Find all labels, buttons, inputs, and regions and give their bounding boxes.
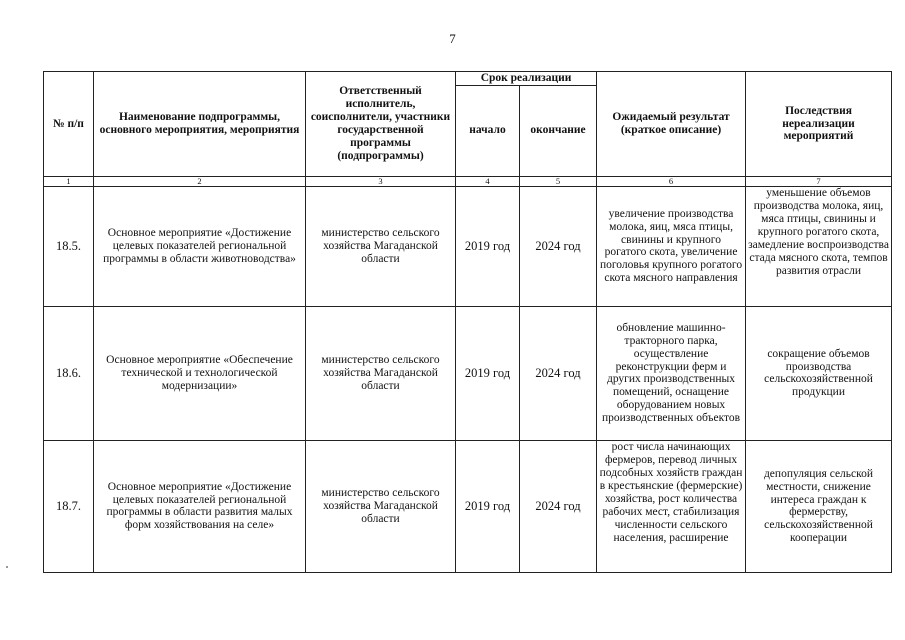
header-col-result: Ожидаемый результат (краткое описание) <box>597 72 746 177</box>
executor-text: министерство сельского хозяйства Магаданской области <box>321 487 440 525</box>
column-number: 1 <box>44 176 94 186</box>
start-year: 2019 год <box>456 186 520 306</box>
activity-name <box>94 306 306 440</box>
header-col-executor: Ответственный исполнитель, соисполнители, участники государственной программы (подпрограммы) <box>306 72 456 177</box>
start-year: 2019 год <box>456 440 520 572</box>
expected-result-text: обновление машинно-тракторного парка, осуществление реконструкции ферм и других производственных помещений, оснащение оборудованием новых производственных объектов <box>601 321 741 424</box>
table-row <box>44 186 892 306</box>
column-number: 7 <box>746 176 892 186</box>
expected-result <box>597 440 746 572</box>
column-number-row <box>44 176 892 186</box>
column-number: 4 <box>456 176 520 186</box>
column-number: 2 <box>94 176 306 186</box>
consequences-text: сокращение объемов производства сельскохозяйственной продукции <box>764 347 873 399</box>
consequences <box>746 306 892 440</box>
expected-result-text: увеличение производства молока, яиц, мяса птицы, свинины и крупного рогатого скота, увеличение поголовья крупного рогатого скота мясного направления <box>599 207 743 285</box>
activity-name <box>94 440 306 572</box>
row-number: 18.7. <box>44 440 94 572</box>
header-col-consequences: Последствия нереализации мероприятий <box>746 72 892 177</box>
header-col-start: начало <box>456 85 520 176</box>
activity-name-text: Основное мероприятие «Обеспечение технической и технологической модернизации» <box>106 354 293 392</box>
column-number: 5 <box>520 176 597 186</box>
consequences <box>746 440 892 572</box>
row-number: 18.5. <box>44 186 94 306</box>
column-number: 3 <box>306 176 456 186</box>
end-year: 2024 год <box>520 440 597 572</box>
header-col-name: Наименование подпрограммы, основного мероприятия, мероприятия <box>94 72 306 177</box>
expected-result-text: рост числа начинающих фермеров, перевод личных подсобных хозяйств граждан в крестьянские (фермерские) хозяйства, рост количества рабочих мест, стабилизация численности сельского населения, расширение <box>599 441 743 544</box>
end-year: 2024 год <box>520 186 597 306</box>
start-year: 2019 год <box>456 306 520 440</box>
header-row-1 <box>44 72 892 86</box>
end-year: 2024 год <box>520 306 597 440</box>
header-col-end: окончание <box>520 85 597 176</box>
header-col-term: Срок реализации <box>456 72 597 86</box>
table-row <box>44 440 892 572</box>
executor <box>306 440 456 572</box>
executor-text: министерство сельского хозяйства Магаданской области <box>321 354 440 392</box>
scan-speck <box>6 566 8 568</box>
consequences-text: уменьшение объемов производства молока, яиц, мяса птицы, свинины и крупного рогатого скота, замедление воспроизводства стада мясного скота, темпов развития отрасли <box>748 187 889 277</box>
expected-result <box>597 306 746 440</box>
header-col-num: № п/п <box>44 72 94 177</box>
activity-name <box>94 186 306 306</box>
consequences-text: депопуляция сельской местности, снижение интереса граждан к фермерству, сельскохозяйственной кооперации <box>763 467 874 545</box>
executor-text: министерство сельского хозяйства Магаданской области <box>321 227 440 265</box>
table-row <box>44 306 892 440</box>
executor <box>306 186 456 306</box>
row-number: 18.6. <box>44 306 94 440</box>
column-number: 6 <box>597 176 746 186</box>
executor <box>306 306 456 440</box>
activity-name-text: Основное мероприятие «Достижение целевых показателей региональной программы в области животноводства» <box>103 227 296 265</box>
program-activities-table <box>43 71 892 573</box>
consequences <box>746 186 892 306</box>
page-number: 7 <box>449 31 456 46</box>
activity-name-text: Основное мероприятие «Достижение целевых показателей региональной программы в области развития малых форм хозяйствования на селе» <box>106 480 293 532</box>
expected-result <box>597 186 746 306</box>
